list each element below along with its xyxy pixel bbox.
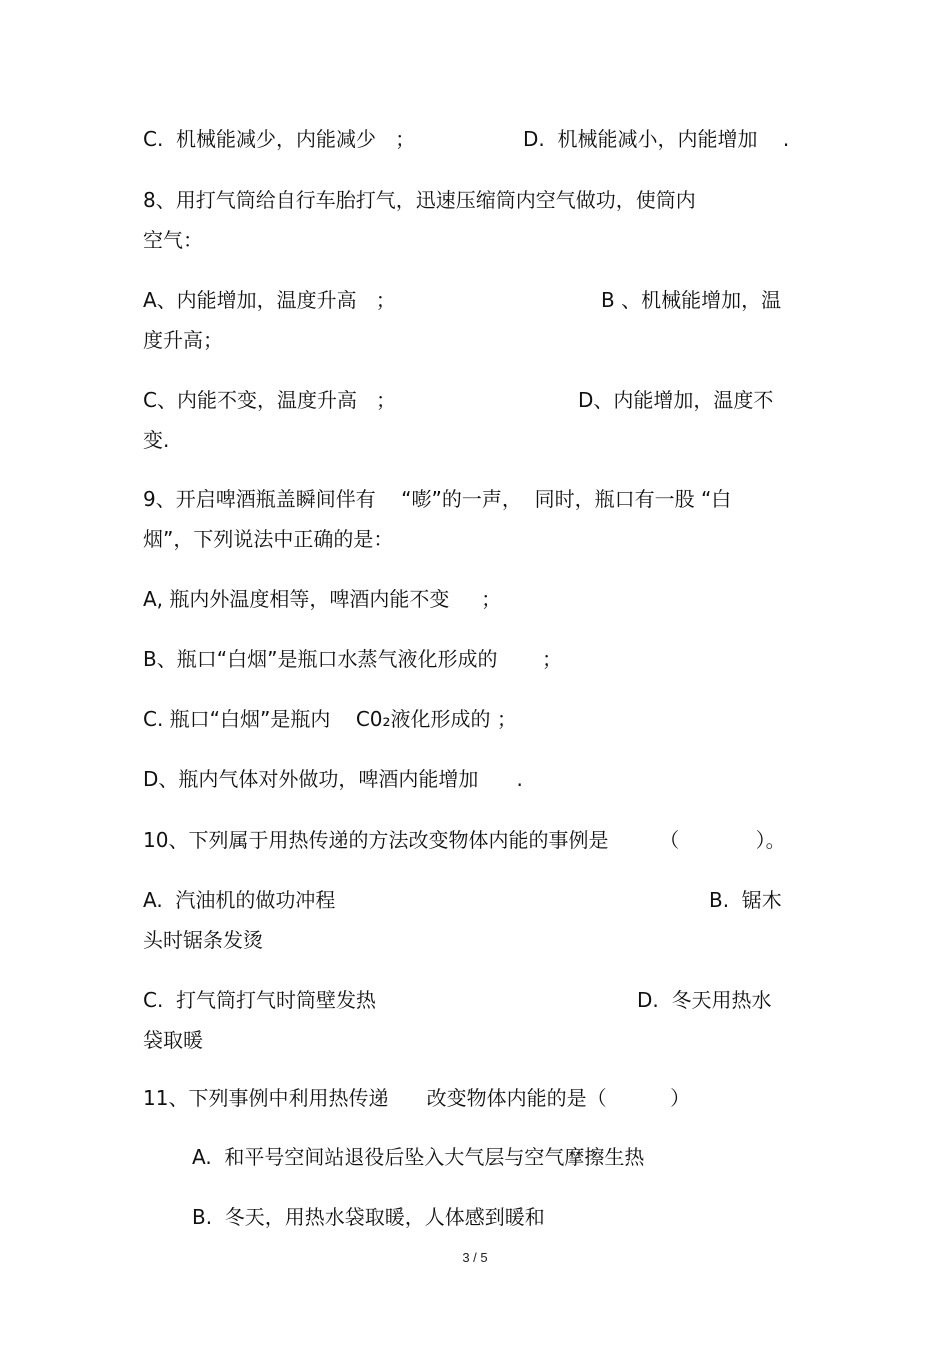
q10-option-b-line2: 头时锯条发烫 [143, 928, 263, 952]
q8-stem-line2: 空气： [143, 228, 203, 252]
q8-option-b-line2: 度升高； [143, 328, 223, 352]
q7-option-d: D. 机械能减小，内能增加 . [523, 127, 790, 151]
q10-option-d-line2: 袋取暖 [143, 1028, 203, 1052]
q8-stem-line1: 8、用打气筒给自行车胎打气，迅速压缩筒内空气做功，使筒内 [143, 188, 696, 212]
q11-stem: 11、下列事例中利用热传递 改变物体内能的是（ ） [143, 1086, 691, 1110]
q9-option-a: A, 瓶内外温度相等，啤酒内能不变 ； [143, 587, 502, 611]
q8-option-c: C、内能不变，温度升高 ； [143, 388, 397, 412]
q9-stem-line1: 9、开启啤酒瓶盖瞬间伴有 “嘭”的一声， 同时，瓶口有一股 “白 [143, 487, 732, 511]
q11-option-b: B. 冬天，用热水袋取暖，人体感到暖和 [192, 1205, 545, 1229]
q7-option-c: C. 机械能减少，内能减少 ； [143, 127, 416, 151]
q9-option-b: B、瓶口“白烟”是瓶口水蒸气液化形成的 ； [143, 647, 562, 671]
q9-stem-line2: 烟”，下列说法中正确的是： [143, 527, 394, 551]
page-number: 3 / 5 [462, 1250, 488, 1265]
q9-option-c: C. 瓶口“白烟”是瓶内 C0₂液化形成的 ； [143, 707, 517, 731]
q10-option-a: A. 汽油机的做功冲程 [143, 888, 336, 912]
q10-option-c: C. 打气筒打气时筒壁发热 [143, 988, 377, 1012]
q8-option-d-line1: D、内能增加，温度不 [578, 388, 774, 412]
q8-option-a: A、内能增加，温度升高 ； [143, 288, 396, 312]
q8-option-b-line1: B 、机械能增加，温 [601, 288, 782, 312]
q8-option-d-line2: 变. [143, 428, 170, 452]
q10-option-d-line1: D. 冬天用热水 [637, 988, 772, 1012]
q10-stem: 10、下列属于用热传递的方法改变物体内能的事例是 （ ）。 [143, 828, 786, 852]
q11-option-a: A. 和平号空间站退役后坠入大气层与空气摩擦生热 [192, 1145, 645, 1169]
q9-option-d: D、瓶内气体对外做功，啤酒内能增加 . [143, 767, 523, 791]
q10-option-b-line1: B. 锯木 [709, 888, 782, 912]
